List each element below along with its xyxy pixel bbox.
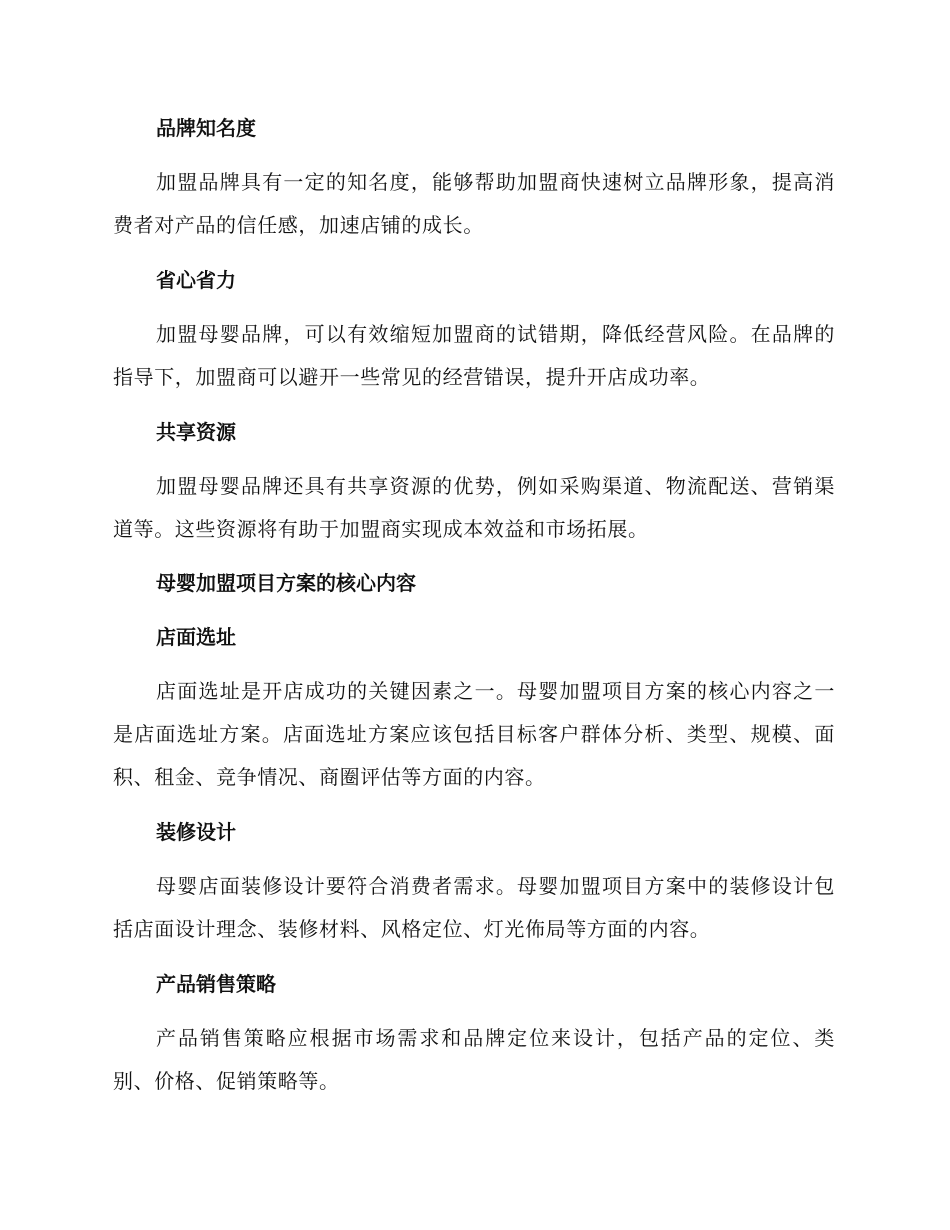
section-paragraph-shared-resources: 加盟母婴品牌还具有共享资源的优势，例如采购渠道、物流配送、营销渠道等。这些资源将有助于加盟商实现成本效益和市场拓展。 [113, 474, 835, 541]
section-paragraph-sales-strategy: 产品销售策略应根据市场需求和品牌定位来设计，包括产品的定位、类别、价格、促销策略等。 [113, 1026, 835, 1093]
section-heading-store-location: 店面选址 [156, 625, 236, 649]
section-heading-core-content: 母婴加盟项目方案的核心内容 [156, 571, 416, 595]
section-heading-sales-strategy: 产品销售策略 [156, 972, 276, 996]
section-paragraph-decoration-design: 母婴店面装修设计要符合消费者需求。母婴加盟项目方案中的装修设计包括店面设计理念、装修材料、风格定位、灯光佈局等方面的内容。 [113, 874, 835, 941]
section-heading-brand-awareness: 品牌知名度 [156, 116, 256, 140]
section-heading-decoration-design: 装修设计 [156, 820, 236, 844]
section-paragraph-brand-awareness: 加盟品牌具有一定的知名度，能够帮助加盟商快速树立品牌形象，提高消费者对产品的信任感，加速店铺的成长。 [113, 170, 835, 237]
section-paragraph-store-location: 店面选址是开店成功的关键因素之一。母婴加盟项目方案的核心内容之一是店面选址方案。店面选址方案应该包括目标客户群体分析、类型、规模、面积、租金、竞争情况、商圈评估等方面的内容。 [113, 679, 835, 789]
section-heading-effort-saving: 省心省力 [156, 268, 236, 292]
section-heading-shared-resources: 共享资源 [156, 420, 236, 444]
section-paragraph-effort-saving: 加盟母婴品牌，可以有效缩短加盟商的试错期，降低经营风险。在品牌的指导下，加盟商可以避开一些常见的经营错误，提升开店成功率。 [113, 322, 835, 389]
